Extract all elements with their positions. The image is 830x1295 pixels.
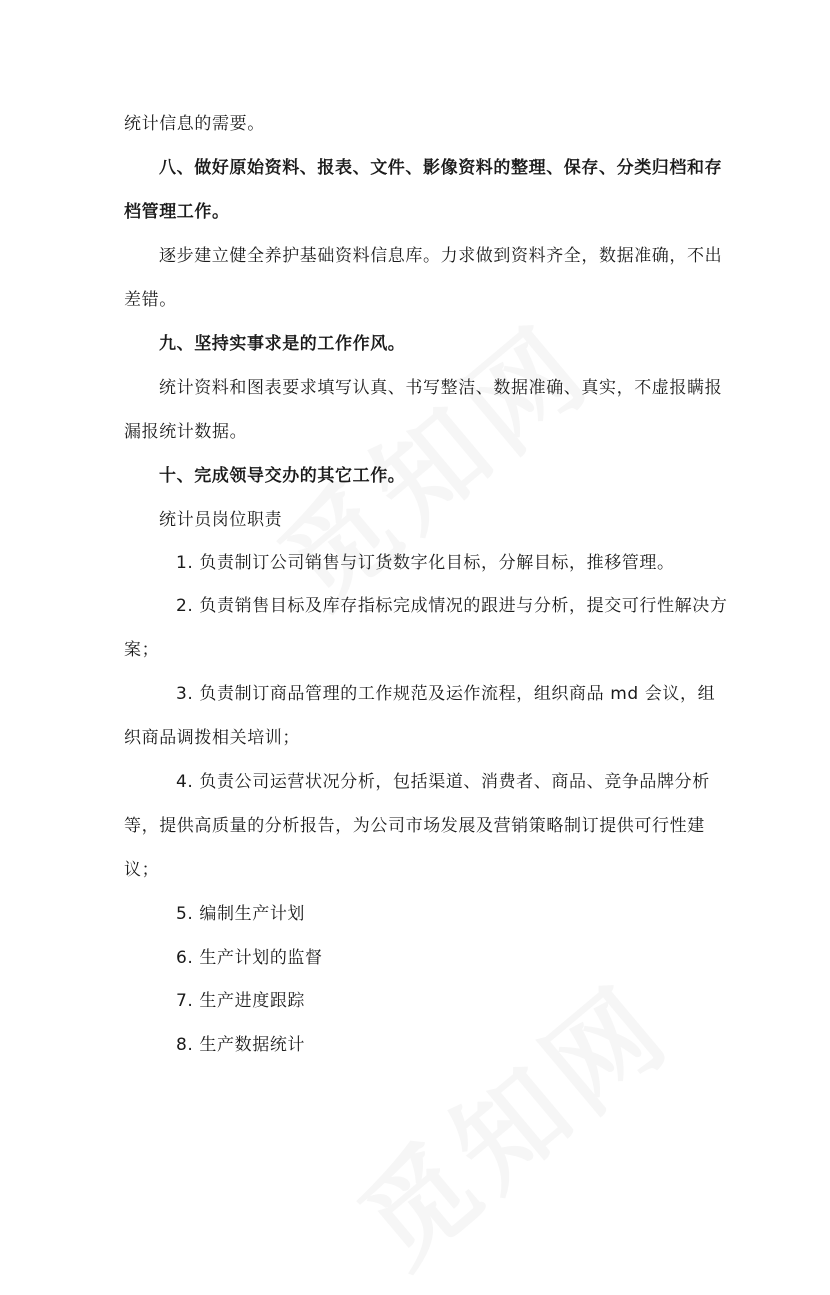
list-item: 7. 生产进度跟踪 [176, 991, 306, 1011]
list-item: 8. 生产数据统计 [176, 1035, 306, 1055]
list-item: 3. 负责制订商品管理的工作规范及运作流程，组织商品 md 会议，组 [176, 684, 716, 704]
paragraph-line: 统计信息的需要。 [124, 114, 265, 134]
section-heading-8-cont: 档管理工作。 [124, 202, 230, 222]
section-heading-10: 十、完成领导交办的其它工作。 [159, 466, 406, 486]
list-item: 1. 负责制订公司销售与订货数字化目标，分解目标，推移管理。 [176, 553, 675, 573]
paragraph-line: 统计资料和图表要求填写认真、书写整洁、数据准确、真实，不虚报瞒报 [159, 378, 723, 398]
section-heading-9: 九、坚持实事求是的工作作风。 [159, 334, 406, 354]
paragraph-line: 逐步建立健全养护基础资料信息库。力求做到资料齐全，数据准确，不出 [159, 246, 723, 266]
section-title: 统计员岗位职责 [159, 510, 283, 530]
list-item-cont: 织商品调拨相关培训； [124, 728, 300, 748]
list-item: 2. 负责销售目标及库存指标完成情况的跟进与分析，提交可行性解决方 [176, 596, 728, 616]
list-item: 6. 生产计划的监督 [176, 948, 323, 968]
paragraph-line: 差错。 [124, 290, 177, 310]
list-item-cont: 议； [124, 860, 160, 880]
section-heading-8: 八、做好原始资料、报表、文件、影像资料的整理、保存、分类归档和存 [159, 158, 723, 178]
paragraph-line: 漏报统计数据。 [124, 422, 248, 442]
watermark [321, 943, 698, 1295]
list-item: 5. 编制生产计划 [176, 904, 306, 924]
list-item-cont: 案； [124, 640, 160, 660]
list-item: 4. 负责公司运营状况分析，包括渠道、消费者、商品、竞争品牌分析 [176, 772, 710, 792]
list-item-cont: 等，提供高质量的分析报告，为公司市场发展及营销策略制订提供可行性建 [124, 816, 705, 836]
